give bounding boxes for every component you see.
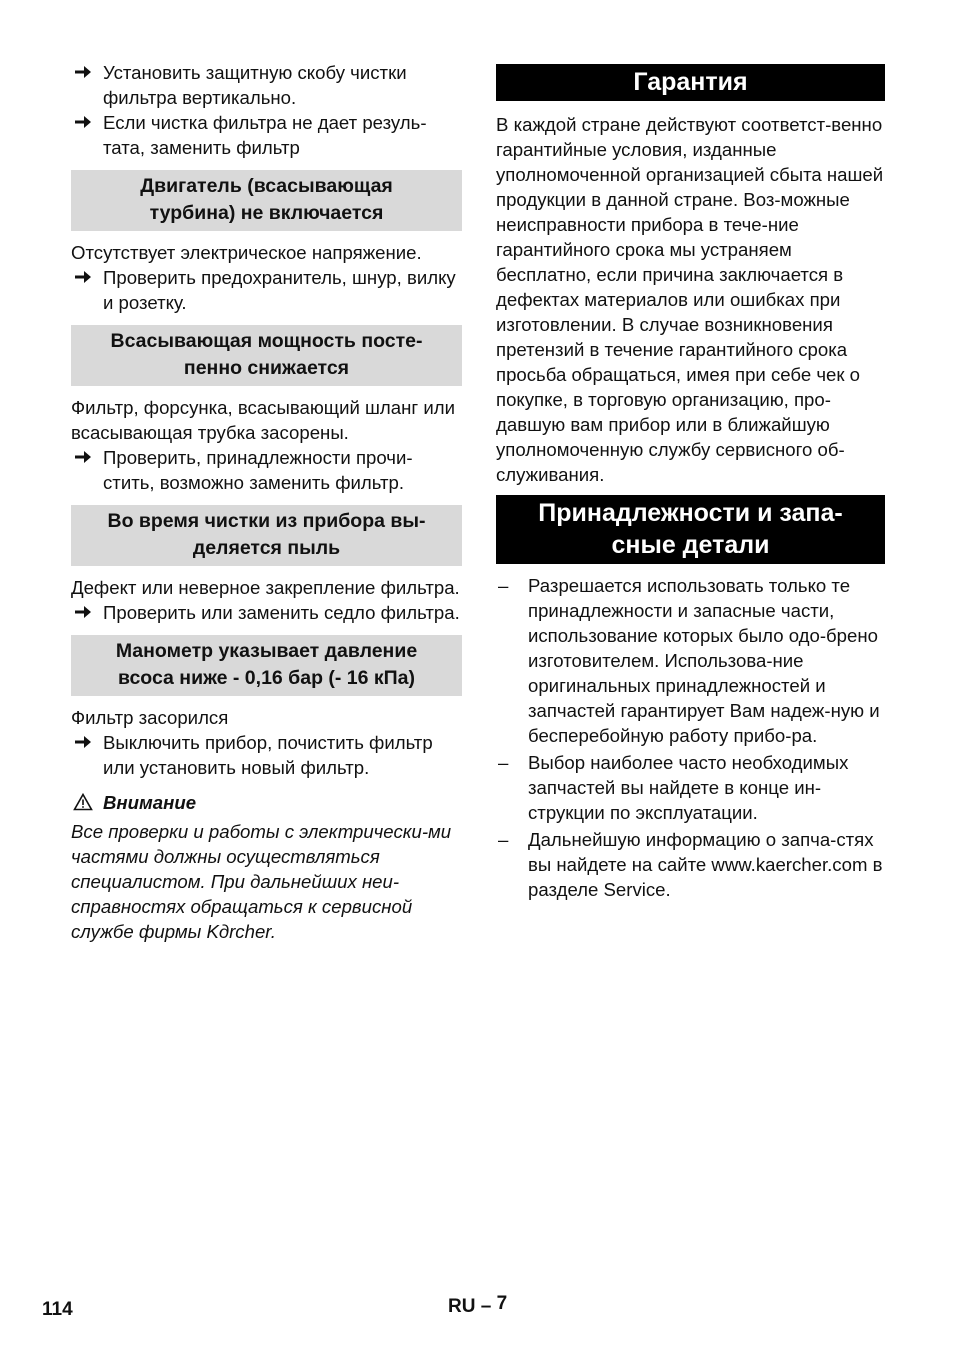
step-item xyxy=(71,110,462,160)
list-item xyxy=(496,827,885,902)
heading-text: Гарантия xyxy=(633,68,748,96)
heading-line: деляется пыль xyxy=(192,537,341,559)
arrow-right-icon xyxy=(73,64,93,80)
step-text: Проверить предохранитель, шнур, вилку и розетку. xyxy=(103,267,456,313)
step-item xyxy=(71,730,462,780)
heading-line: Принадлежности и запа- xyxy=(538,499,843,527)
page-number: 114 xyxy=(42,1299,73,1320)
warranty-heading xyxy=(496,64,885,101)
section-heading xyxy=(71,170,462,231)
heading-line: Во время чистки из прибора вы- xyxy=(107,510,426,532)
parts-heading xyxy=(496,495,885,564)
cause-text: Фильтр засорился xyxy=(71,707,229,728)
list-item xyxy=(496,750,885,825)
warning-text: Все проверки и работы с электрически-ми частями должны осуществляться специалистом. При дальнейших неи-справностях обращаться к сервисной службе фирмы Kдrcher. xyxy=(71,821,452,942)
list-item xyxy=(496,573,885,748)
step-item xyxy=(71,600,462,625)
step-item xyxy=(71,445,462,495)
step-text: Установить защитную скобу чистки фильтра вертикально. xyxy=(103,62,407,108)
cause-text: Дефект или неверное закрепление фильтра. xyxy=(71,577,460,598)
heading-line: турбина) не включается xyxy=(149,202,384,224)
dash-bullet: – xyxy=(498,575,509,596)
section-page-number: 7 xyxy=(496,1293,508,1314)
dash-bullet: – xyxy=(498,752,509,773)
step-text: Проверить или заменить седло фильтра. xyxy=(103,602,460,623)
section-heading xyxy=(71,325,462,386)
step-text: Выключить прибор, почистить фильтр или установить новый фильтр. xyxy=(103,732,433,778)
warning-title-text: Внимание xyxy=(103,792,197,813)
heading-line: Двигатель (всасывающая xyxy=(140,175,393,197)
left-column xyxy=(71,60,462,944)
cause-text: Фильтр, форсунка, всасывающий шланг или всасывающая трубка засорены. xyxy=(71,397,455,443)
list-item-text: Дальнейшую информацию о запча-стях вы найдете на сайте www.kaercher.com в разделе Service. xyxy=(528,829,883,900)
step-text: Проверить, принадлежности прочи-стить, возможно заменить фильтр. xyxy=(103,447,413,493)
cause-text: Отсутствует электрическое напряжение. xyxy=(71,242,422,263)
dash-bullet: – xyxy=(498,829,509,850)
warranty-text: В каждой стране действуют соответст-венно гарантийные условия, изданные уполномоченной организацией сбыта нашей продукции в данной стране. Воз-можные неисправности прибора в тече-ние гарантийного срока мы устраняем бесплатно, если причина заключается в дефектах материалов или ошибках при изготовлении. В случае возникновения претензий в течение гарантийного срока просьба обращаться, имея при себе чек о покупке, в торговую организацию, про-давшую вам прибор или в ближайшую уполномоченную службу сервисного об-служивания. xyxy=(496,114,884,485)
section-heading xyxy=(71,635,462,696)
list-item-text: Разрешается использовать только те принадлежности и запасные части, использование которых было одо-брено изготовителем. Использова-ние оригинальных принадлежностей и запчастей гарантирует Вам надеж-ную и бесперебойную работу прибо-ра. xyxy=(528,575,880,746)
warning-title xyxy=(71,790,462,815)
heading-line: сные детали xyxy=(611,531,770,559)
step-item xyxy=(71,265,462,315)
arrow-right-icon xyxy=(73,734,93,750)
warning-triangle-icon xyxy=(73,793,93,811)
arrow-right-icon xyxy=(73,269,93,285)
right-column xyxy=(496,60,885,904)
arrow-right-icon xyxy=(73,114,93,130)
section-page-label xyxy=(448,1294,507,1319)
lang-label: RU – xyxy=(448,1296,492,1317)
arrow-right-icon xyxy=(73,604,93,620)
arrow-right-icon xyxy=(73,449,93,465)
heading-line: Всасывающая мощность посте- xyxy=(110,330,423,352)
step-item xyxy=(71,60,462,110)
list-item-text: Выбор наиболее часто необходимых запчастей вы найдете в конце ин-струкции по эксплуатации. xyxy=(528,752,849,823)
step-text: Если чистка фильтра не дает резуль-тата, заменить фильтр xyxy=(103,112,427,158)
heading-line: Манометр указывает давление xyxy=(115,640,418,662)
heading-line: всоса ниже - 0,16 бар (- 16 кПа) xyxy=(117,667,416,689)
section-heading xyxy=(71,505,462,566)
heading-line: пенно снижается xyxy=(183,357,350,379)
